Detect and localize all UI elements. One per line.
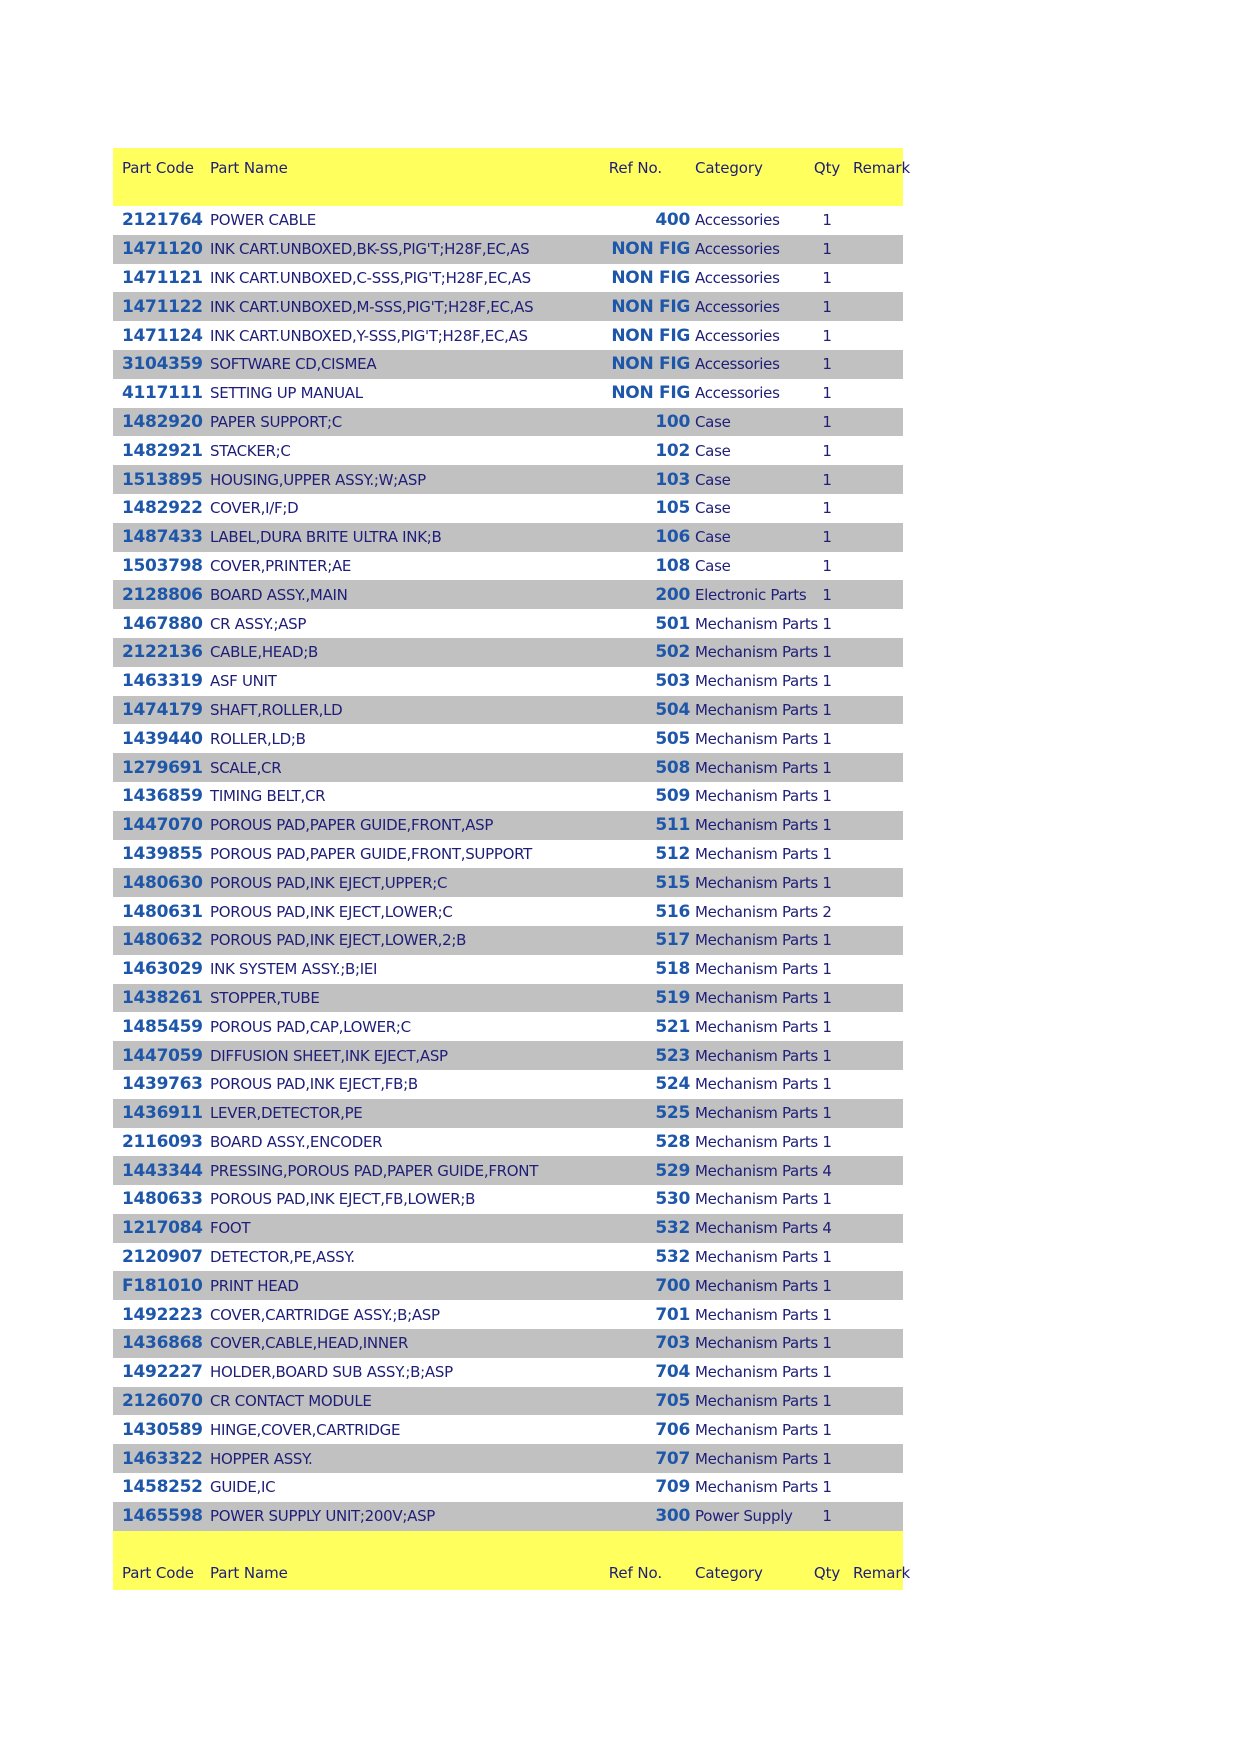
category-cell: Mechanism Parts	[695, 1392, 818, 1411]
part-code-cell: 1471122	[122, 296, 203, 317]
ref-no-cell: NON FIG	[611, 296, 690, 317]
qty-cell: 1	[822, 1017, 832, 1036]
part-code-cell: 1463322	[122, 1448, 203, 1469]
category-cell: Mechanism Parts	[695, 902, 818, 921]
category-cell: Mechanism Parts	[695, 1449, 818, 1468]
ref-no-cell: 501	[655, 613, 690, 634]
part-name-cell: FOOT	[210, 1219, 251, 1238]
table-body	[113, 206, 903, 1531]
qty-cell: 1	[822, 268, 832, 287]
table-row	[113, 1070, 903, 1099]
category-cell: Accessories	[695, 355, 780, 374]
category-cell: Mechanism Parts	[695, 1420, 818, 1439]
ref-no-cell: 523	[655, 1045, 690, 1066]
ref-no-cell: 516	[655, 901, 690, 922]
category-cell: Mechanism Parts	[695, 1276, 818, 1295]
ref-no-cell: 512	[655, 843, 690, 864]
qty-cell: 1	[822, 1363, 832, 1382]
part-name-cell: INK CART.UNBOXED,M-SSS,PIG'T;H28F,EC,AS	[210, 297, 534, 316]
qty-cell: 1	[822, 729, 832, 748]
table-row	[113, 1271, 903, 1300]
table-row	[113, 1358, 903, 1387]
category-cell: Mechanism Parts	[695, 1161, 818, 1180]
part-name-cell: POROUS PAD,INK EJECT,FB;B	[210, 1075, 418, 1094]
column-header-part-code: Part Code	[122, 159, 194, 177]
ref-no-cell: 525	[655, 1103, 690, 1124]
table-row	[113, 1444, 903, 1473]
ref-no-cell: 103	[655, 469, 690, 490]
ref-no-cell: 502	[655, 642, 690, 663]
part-name-cell: POROUS PAD,CAP,LOWER;C	[210, 1017, 411, 1036]
table-row	[113, 321, 903, 350]
ref-no-cell: 528	[655, 1131, 690, 1152]
table-row	[113, 494, 903, 523]
ref-no-cell: NON FIG	[611, 325, 690, 346]
table-row	[113, 523, 903, 552]
qty-cell: 2	[822, 902, 832, 921]
column-header-ref-no: Ref No.	[608, 159, 662, 177]
qty-cell: 1	[822, 1305, 832, 1324]
part-name-cell: HOUSING,UPPER ASSY.;W;ASP	[210, 470, 426, 489]
table-row	[113, 1185, 903, 1214]
part-code-cell: 3104359	[122, 354, 203, 375]
part-name-cell: POROUS PAD,INK EJECT,UPPER;C	[210, 873, 448, 892]
part-name-cell: PAPER SUPPORT;C	[210, 412, 342, 431]
category-cell: Power Supply	[695, 1507, 793, 1526]
part-code-cell: 1436859	[122, 786, 203, 807]
part-name-cell: POROUS PAD,INK EJECT,LOWER;C	[210, 902, 453, 921]
footer-label-category: Category	[695, 1563, 763, 1582]
category-cell: Accessories	[695, 211, 780, 230]
ref-no-cell: 701	[655, 1304, 690, 1325]
qty-cell: 1	[822, 355, 832, 374]
qty-cell: 1	[822, 1190, 832, 1209]
part-code-cell: 1503798	[122, 555, 203, 576]
qty-cell: 1	[822, 787, 832, 806]
footer-label-remark: Remark	[853, 1563, 911, 1582]
category-cell: Mechanism Parts	[695, 1363, 818, 1382]
category-cell: Mechanism Parts	[695, 1305, 818, 1324]
part-name-cell: CR ASSY.;ASP	[210, 614, 307, 633]
part-name-cell: BOARD ASSY.,MAIN	[210, 585, 348, 604]
qty-cell: 4	[822, 1161, 832, 1180]
qty-cell: 1	[822, 556, 832, 575]
category-cell: Mechanism Parts	[695, 643, 818, 662]
qty-cell: 1	[822, 412, 832, 431]
part-code-cell: 2126070	[122, 1391, 203, 1412]
part-name-cell: INK CART.UNBOXED,BK-SS,PIG'T;H28F,EC,AS	[210, 240, 530, 259]
part-code-cell: 1465598	[122, 1506, 203, 1527]
part-code-cell: 1463319	[122, 671, 203, 692]
category-cell: Case	[695, 556, 731, 575]
part-code-cell: 1447059	[122, 1045, 203, 1066]
part-name-cell: ROLLER,LD;B	[210, 729, 306, 748]
table-row	[113, 868, 903, 897]
part-code-cell: 1438261	[122, 987, 203, 1008]
qty-cell: 1	[822, 844, 832, 863]
category-cell: Case	[695, 412, 731, 431]
part-name-cell: COVER,CABLE,HEAD,INNER	[210, 1334, 409, 1353]
part-code-cell: 1482921	[122, 440, 203, 461]
ref-no-cell: 704	[655, 1362, 690, 1383]
ref-no-cell: 519	[655, 987, 690, 1008]
table-row	[113, 1415, 903, 1444]
ref-no-cell: 509	[655, 786, 690, 807]
table-row	[113, 955, 903, 984]
ref-no-cell: 709	[655, 1477, 690, 1498]
qty-cell: 1	[822, 873, 832, 892]
category-cell: Mechanism Parts	[695, 700, 818, 719]
qty-cell: 1	[822, 240, 832, 259]
table-row	[113, 1041, 903, 1070]
part-name-cell: COVER,I/F;D	[210, 499, 299, 518]
column-header-category: Category	[695, 159, 763, 177]
ref-no-cell: 508	[655, 757, 690, 778]
qty-cell: 1	[822, 528, 832, 547]
part-code-cell: 2122136	[122, 642, 203, 663]
qty-cell: 1	[822, 585, 832, 604]
table-row	[113, 696, 903, 725]
part-name-cell: HOPPER ASSY.	[210, 1449, 313, 1468]
part-code-cell: 1471121	[122, 267, 203, 288]
category-cell: Mechanism Parts	[695, 729, 818, 748]
part-code-cell: 2116093	[122, 1131, 203, 1152]
part-code-cell: 2120907	[122, 1247, 203, 1268]
qty-cell: 1	[822, 1276, 832, 1295]
table-row	[113, 753, 903, 782]
ref-no-cell: 515	[655, 872, 690, 893]
ref-no-cell: 707	[655, 1448, 690, 1469]
qty-cell: 1	[822, 384, 832, 403]
category-cell: Case	[695, 441, 731, 460]
part-code-cell: 1480631	[122, 901, 203, 922]
category-cell: Mechanism Parts	[695, 844, 818, 863]
category-cell: Mechanism Parts	[695, 988, 818, 1007]
ref-no-cell: 532	[655, 1218, 690, 1239]
ref-no-cell: NON FIG	[611, 354, 690, 375]
table-row	[113, 1012, 903, 1041]
category-cell: Mechanism Parts	[695, 787, 818, 806]
part-code-cell: 1513895	[122, 469, 203, 490]
part-name-cell: COVER,PRINTER;AE	[210, 556, 352, 575]
qty-cell: 1	[822, 211, 832, 230]
ref-no-cell: 529	[655, 1160, 690, 1181]
table-row	[113, 1156, 903, 1185]
category-cell: Electronic Parts	[695, 585, 807, 604]
ref-no-cell: 705	[655, 1391, 690, 1412]
ref-no-cell: 517	[655, 930, 690, 951]
table-row	[113, 379, 903, 408]
part-name-cell: LABEL,DURA BRITE ULTRA INK;B	[210, 528, 442, 547]
ref-no-cell: 503	[655, 671, 690, 692]
category-cell: Mechanism Parts	[695, 1132, 818, 1151]
part-name-cell: COVER,CARTRIDGE ASSY.;B;ASP	[210, 1305, 440, 1324]
qty-cell: 1	[822, 326, 832, 345]
part-name-cell: TIMING BELT,CR	[210, 787, 326, 806]
column-header-part-name: Part Name	[210, 159, 288, 177]
part-name-cell: POROUS PAD,PAPER GUIDE,FRONT,SUPPORT	[210, 844, 532, 863]
table-row	[113, 1473, 903, 1502]
qty-cell: 1	[822, 1420, 832, 1439]
table-row	[113, 206, 903, 235]
ref-no-cell: 504	[655, 699, 690, 720]
ref-no-cell: 106	[655, 527, 690, 548]
qty-cell: 1	[822, 672, 832, 691]
category-cell: Mechanism Parts	[695, 1190, 818, 1209]
ref-no-cell: 300	[655, 1506, 690, 1527]
category-cell: Mechanism Parts	[695, 1104, 818, 1123]
qty-cell: 1	[822, 1132, 832, 1151]
table-row	[113, 350, 903, 379]
ref-no-cell: 505	[655, 728, 690, 749]
table-row	[113, 984, 903, 1013]
qty-cell: 1	[822, 470, 832, 489]
part-code-cell: 1279691	[122, 757, 203, 778]
part-code-cell: 1480633	[122, 1189, 203, 1210]
part-code-cell: 1480632	[122, 930, 203, 951]
part-code-cell: 2121764	[122, 210, 203, 231]
category-cell: Mechanism Parts	[695, 758, 818, 777]
part-name-cell: STOPPER,TUBE	[210, 988, 320, 1007]
category-cell: Mechanism Parts	[695, 672, 818, 691]
part-code-cell: 1482920	[122, 411, 203, 432]
qty-cell: 1	[822, 988, 832, 1007]
table-row	[113, 1214, 903, 1243]
part-code-cell: 1474179	[122, 699, 203, 720]
part-code-cell: 4117111	[122, 383, 203, 404]
table-row	[113, 724, 903, 753]
part-name-cell: DIFFUSION SHEET,INK EJECT,ASP	[210, 1046, 448, 1065]
part-name-cell: PRINT HEAD	[210, 1276, 299, 1295]
category-cell: Mechanism Parts	[695, 960, 818, 979]
qty-cell: 1	[822, 441, 832, 460]
column-header-remark: Remark	[853, 159, 911, 177]
qty-cell: 1	[822, 1075, 832, 1094]
qty-cell: 1	[822, 1478, 832, 1497]
category-cell: Mechanism Parts	[695, 931, 818, 950]
part-name-cell: GUIDE,IC	[210, 1478, 276, 1497]
part-code-cell: 1471124	[122, 325, 203, 346]
table-row	[113, 1300, 903, 1329]
footer-label-part-code: Part Code	[122, 1563, 194, 1582]
table-row	[113, 264, 903, 293]
category-cell: Mechanism Parts	[695, 614, 818, 633]
part-name-cell: CABLE,HEAD;B	[210, 643, 318, 662]
part-code-cell: 1482922	[122, 498, 203, 519]
ref-no-cell: 530	[655, 1189, 690, 1210]
qty-cell: 1	[822, 758, 832, 777]
column-header-qty: Qty	[813, 159, 841, 177]
ref-no-cell: 511	[655, 815, 690, 836]
footer-label-qty: Qty	[813, 1563, 841, 1582]
table-row	[113, 1502, 903, 1531]
category-cell: Accessories	[695, 240, 780, 259]
ref-no-cell: 200	[655, 584, 690, 605]
table-row	[113, 1243, 903, 1272]
part-code-cell: 1480630	[122, 872, 203, 893]
category-cell: Mechanism Parts	[695, 1219, 818, 1238]
part-code-cell: 1458252	[122, 1477, 203, 1498]
qty-cell: 1	[822, 1046, 832, 1065]
part-name-cell: HOLDER,BOARD SUB ASSY.;B;ASP	[210, 1363, 453, 1382]
part-code-cell: 1463029	[122, 959, 203, 980]
table-row	[113, 1329, 903, 1358]
category-cell: Case	[695, 499, 731, 518]
category-cell: Mechanism Parts	[695, 1478, 818, 1497]
table-row	[113, 552, 903, 581]
table-row	[113, 840, 903, 869]
category-cell: Accessories	[695, 326, 780, 345]
part-name-cell: INK CART.UNBOXED,Y-SSS,PIG'T;H28F,EC,AS	[210, 326, 528, 345]
ref-no-cell: NON FIG	[611, 383, 690, 404]
qty-cell: 1	[822, 499, 832, 518]
part-name-cell: SETTING UP MANUAL	[210, 384, 363, 403]
table-row	[113, 465, 903, 494]
table-row	[113, 667, 903, 696]
part-name-cell: DETECTOR,PE,ASSY.	[210, 1248, 355, 1267]
table-row	[113, 609, 903, 638]
part-code-cell: 2128806	[122, 584, 203, 605]
category-cell: Mechanism Parts	[695, 1248, 818, 1267]
category-cell: Mechanism Parts	[695, 816, 818, 835]
ref-no-cell: NON FIG	[611, 267, 690, 288]
part-code-cell: 1217084	[122, 1218, 203, 1239]
part-code-cell: 1430589	[122, 1419, 203, 1440]
part-name-cell: SCALE,CR	[210, 758, 282, 777]
ref-no-cell: 521	[655, 1016, 690, 1037]
part-name-cell: POROUS PAD,PAPER GUIDE,FRONT,ASP	[210, 816, 494, 835]
table-row	[113, 897, 903, 926]
part-name-cell: POROUS PAD,INK EJECT,LOWER,2;B	[210, 931, 467, 950]
part-code-cell: 1439763	[122, 1074, 203, 1095]
footer-label-ref-no: Ref No.	[608, 1563, 662, 1582]
part-code-cell: 1447070	[122, 815, 203, 836]
category-cell: Mechanism Parts	[695, 1334, 818, 1353]
category-cell: Mechanism Parts	[695, 1046, 818, 1065]
part-code-cell: 1436911	[122, 1103, 203, 1124]
part-name-cell: SOFTWARE CD,CISMEA	[210, 355, 377, 374]
category-cell: Mechanism Parts	[695, 873, 818, 892]
ref-no-cell: 706	[655, 1419, 690, 1440]
part-code-cell: 1471120	[122, 239, 203, 260]
ref-no-cell: 524	[655, 1074, 690, 1095]
part-name-cell: STACKER;C	[210, 441, 291, 460]
table-row	[113, 638, 903, 667]
part-name-cell: ASF UNIT	[210, 672, 277, 691]
category-cell: Accessories	[695, 268, 780, 287]
qty-cell: 1	[822, 643, 832, 662]
part-code-cell: 1487433	[122, 527, 203, 548]
table-row	[113, 235, 903, 264]
category-cell: Accessories	[695, 297, 780, 316]
qty-cell: 1	[822, 1449, 832, 1468]
part-name-cell: POWER CABLE	[210, 211, 316, 230]
qty-cell: 1	[822, 1248, 832, 1267]
qty-cell: 4	[822, 1219, 832, 1238]
table-row	[113, 1387, 903, 1416]
ref-no-cell: 105	[655, 498, 690, 519]
part-code-cell: F181010	[122, 1275, 203, 1296]
table-row	[113, 408, 903, 437]
part-code-cell: 1443344	[122, 1160, 203, 1181]
part-name-cell: PRESSING,POROUS PAD,PAPER GUIDE,FRONT	[210, 1161, 539, 1180]
table-row	[113, 436, 903, 465]
qty-cell: 1	[822, 614, 832, 633]
part-name-cell: POWER SUPPLY UNIT;200V;ASP	[210, 1507, 436, 1526]
table-row	[113, 926, 903, 955]
ref-no-cell: 700	[655, 1275, 690, 1296]
qty-cell: 1	[822, 297, 832, 316]
category-cell: Mechanism Parts	[695, 1075, 818, 1094]
table-row	[113, 811, 903, 840]
ref-no-cell: 703	[655, 1333, 690, 1354]
part-code-cell: 1436868	[122, 1333, 203, 1354]
part-name-cell: POROUS PAD,INK EJECT,FB,LOWER;B	[210, 1190, 476, 1209]
ref-no-cell: 532	[655, 1247, 690, 1268]
part-name-cell: CR CONTACT MODULE	[210, 1392, 372, 1411]
qty-cell: 1	[822, 700, 832, 719]
qty-cell: 1	[822, 816, 832, 835]
part-name-cell: SHAFT,ROLLER,LD	[210, 700, 343, 719]
qty-cell: 1	[822, 1392, 832, 1411]
parts-table	[113, 148, 911, 1590]
qty-cell: 1	[822, 1104, 832, 1123]
table-footer	[113, 1531, 911, 1590]
part-name-cell: INK SYSTEM ASSY.;B;IEI	[210, 960, 378, 979]
category-cell: Case	[695, 470, 731, 489]
table-row	[113, 1128, 903, 1157]
table-row	[113, 1099, 903, 1128]
qty-cell: 1	[822, 931, 832, 950]
ref-no-cell: 100	[655, 411, 690, 432]
part-code-cell: 1485459	[122, 1016, 203, 1037]
category-cell: Case	[695, 528, 731, 547]
ref-no-cell: 400	[655, 210, 690, 231]
table-row	[113, 580, 903, 609]
qty-cell: 1	[822, 1507, 832, 1526]
ref-no-cell: NON FIG	[611, 239, 690, 260]
part-name-cell: INK CART.UNBOXED,C-SSS,PIG'T;H28F,EC,AS	[210, 268, 531, 287]
part-name-cell: HINGE,COVER,CARTRIDGE	[210, 1420, 401, 1439]
table-header	[113, 148, 911, 206]
ref-no-cell: 102	[655, 440, 690, 461]
qty-cell: 1	[822, 960, 832, 979]
category-cell: Mechanism Parts	[695, 1017, 818, 1036]
part-name-cell: LEVER,DETECTOR,PE	[210, 1104, 363, 1123]
footer-label-part-name: Part Name	[210, 1563, 288, 1582]
part-code-cell: 1492223	[122, 1304, 203, 1325]
category-cell: Accessories	[695, 384, 780, 403]
table-row	[113, 782, 903, 811]
part-code-cell: 1439855	[122, 843, 203, 864]
qty-cell: 1	[822, 1334, 832, 1353]
ref-no-cell: 108	[655, 555, 690, 576]
part-code-cell: 1439440	[122, 728, 203, 749]
part-code-cell: 1492227	[122, 1362, 203, 1383]
ref-no-cell: 518	[655, 959, 690, 980]
table-row	[113, 292, 903, 321]
part-name-cell: BOARD ASSY.,ENCODER	[210, 1132, 383, 1151]
part-code-cell: 1467880	[122, 613, 203, 634]
